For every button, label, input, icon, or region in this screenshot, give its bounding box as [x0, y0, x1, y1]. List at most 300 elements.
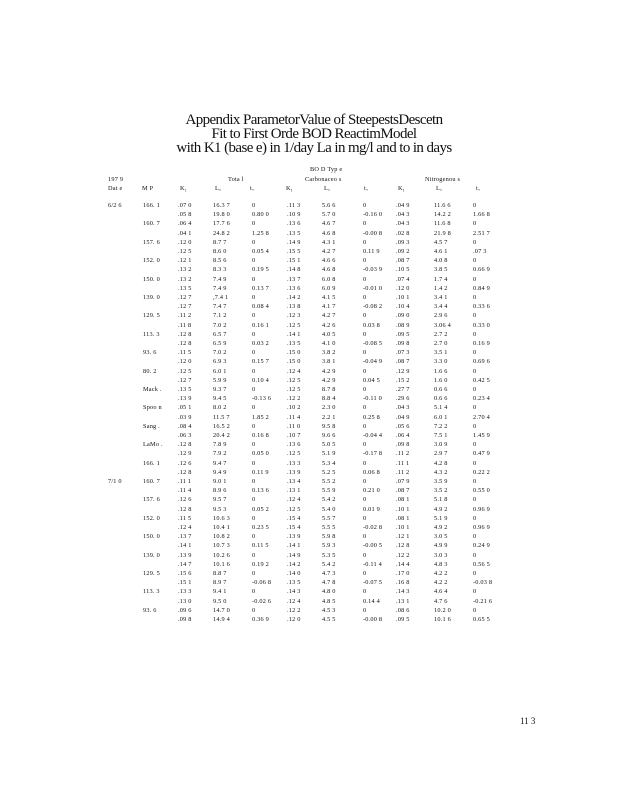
cell-to-total: 0 [252, 275, 256, 283]
cell-k1-nitro: .07 4 [396, 275, 410, 283]
cell-to-nitro: 0 [473, 459, 477, 467]
header-mp: M P [142, 185, 154, 192]
cell-la-carb: 4.5 3 [322, 606, 336, 614]
cell-to-nitro: 0 [473, 514, 477, 522]
cell-to-carb: -0.01 0 [363, 284, 383, 292]
cell-la-nitro: 4.6 1 [434, 248, 448, 255]
cell-to-total: 1.85 2 [252, 413, 269, 421]
cell-k1-carb: .14 3 [287, 588, 301, 596]
cell-to-total: 0.03 2 [252, 340, 269, 347]
cell-mp: 139. 0 [143, 551, 160, 559]
cell-k1-total: .03 9 [178, 413, 192, 421]
cell-to-nitro: 1.45 9 [473, 432, 490, 439]
cell-k1-nitro: .08 7 [396, 257, 410, 265]
cell-to-carb: 0 [363, 533, 367, 541]
cell-mp: Mack . [143, 386, 162, 393]
cell-mp: 150. 0 [143, 275, 160, 283]
cell-k1-total: .11 1 [178, 478, 192, 485]
cell-la-nitro: 1.7 4 [434, 275, 448, 283]
cell-to-total: 0 [252, 478, 256, 485]
cell-k1-total: .12 7 [178, 303, 192, 311]
cell-to-carb: 0.11 9 [363, 248, 380, 255]
cell-to-carb: 0.25 8 [363, 413, 380, 421]
cell-k1-total: .04 1 [178, 229, 192, 237]
cell-to-nitro: 0 [473, 588, 477, 596]
cell-la-total: 8.6 0 [213, 248, 227, 255]
cell-la-nitro: 1.4 2 [434, 284, 448, 292]
cell-to-carb: -0.16 0 [363, 211, 383, 219]
cell-to-total: 0 [252, 294, 256, 301]
cell-to-total: 0.19 2 [252, 560, 269, 568]
cell-la-nitro: 4.9 2 [434, 524, 448, 531]
cell-to-nitro: 0.42 5 [473, 376, 490, 384]
cell-k1-nitro: .27 7 [396, 386, 410, 393]
cell-to-total: 0.16 8 [252, 432, 269, 439]
cell-la-total: 8.7 7 [213, 238, 227, 246]
cell-k1-nitro: .09 8 [396, 340, 410, 347]
cell-to-nitro: 0 [473, 386, 477, 393]
cell-la-carb: 4.1 7 [322, 303, 336, 311]
cell-to-total: 0.36 9 [252, 616, 269, 623]
cell-la-total: 8.0 2 [213, 404, 227, 412]
cell-la-total: 19.8 0 [213, 211, 230, 219]
cell-la-total: 9.0 1 [213, 478, 227, 485]
cell-la-carb: 4.7 3 [322, 570, 336, 577]
cell-la-total: 16.5 2 [213, 422, 230, 430]
cell-to-total: 0 [252, 404, 256, 412]
cell-k1-total: .13 5 [178, 386, 192, 393]
cell-to-total: 0.15 7 [252, 358, 269, 366]
cell-k1-total: .12 8 [178, 468, 192, 476]
cell-to-nitro: 0.96 9 [473, 505, 490, 513]
cell-to-total: 0.23 5 [252, 524, 269, 531]
cell-la-carb: 6.0 9 [322, 284, 336, 292]
cell-la-nitro: 3.4 1 [434, 294, 448, 301]
cell-la-nitro: 4.9 9 [434, 542, 448, 550]
cell-la-total: 7.9 2 [213, 450, 227, 458]
cell-la-total: 9.5 0 [213, 597, 227, 605]
cell-k1-carb: .10 7 [287, 432, 301, 439]
cell-k1-total: .14 7 [178, 560, 192, 568]
cell-to-carb: -0.00 5 [363, 542, 383, 550]
cell-to-total: 0.05 2 [252, 505, 269, 513]
cell-mp: 160. 7 [143, 478, 160, 485]
cell-la-carb: 4.2 7 [322, 248, 336, 255]
cell-mp: LaMo . [143, 441, 163, 449]
cell-la-nitro: 4.9 2 [434, 505, 448, 513]
cell-la-carb: 3.8 1 [322, 358, 336, 366]
header-la-total: Lₐ [215, 185, 221, 192]
cell-la-nitro: 6.0 1 [434, 413, 448, 421]
cell-k1-carb: .12 4 [287, 496, 301, 504]
cell-to-carb: -0.04 4 [363, 432, 383, 439]
cell-to-carb: 0 [363, 312, 367, 320]
cell-la-nitro: 3.5 9 [434, 478, 448, 485]
header-k1-nitro: K₁ [398, 185, 406, 192]
cell-la-carb: 4.1 0 [322, 340, 336, 347]
cell-to-nitro: 0.96 9 [473, 524, 490, 531]
cell-k1-nitro: .09 5 [396, 616, 410, 623]
cell-la-total: 14.7 0 [213, 606, 230, 614]
cell-to-carb: -0.08 5 [363, 340, 383, 347]
cell-la-total: 8.9 7 [213, 579, 227, 587]
cell-to-nitro: 0.33 0 [473, 321, 490, 329]
cell-la-nitro: 7.5 1 [434, 432, 448, 439]
cell-la-nitro: 11.6 6 [434, 202, 451, 209]
page-number: 11 3 [520, 716, 536, 726]
cell-mp: Spoo n [143, 404, 162, 412]
cell-la-nitro: 21.9 8 [434, 229, 451, 237]
cell-k1-nitro: .11 1 [396, 459, 410, 467]
cell-la-total: 10.7 3 [213, 542, 230, 550]
cell-k1-nitro: .08 7 [396, 358, 410, 366]
cell-to-carb: 0.03 8 [363, 321, 380, 329]
cell-k1-total: .12 6 [178, 496, 192, 504]
cell-to-nitro: 0 [473, 496, 477, 504]
cell-to-carb: 0 [363, 294, 367, 301]
cell-to-nitro: 0.22 2 [473, 468, 490, 476]
cell-k1-carb: .13 5 [287, 340, 301, 347]
cell-la-total: 9.5 3 [213, 505, 227, 513]
cell-k1-carb: .12 5 [287, 376, 301, 384]
cell-mp: 113. 3 [143, 588, 160, 596]
cell-la-nitro: 0.6 6 [434, 386, 448, 393]
cell-la-carb: 9.5 8 [322, 422, 336, 430]
cell-k1-total: .12 8 [178, 505, 192, 513]
cell-la-carb: 8.7 8 [322, 386, 336, 393]
cell-la-carb: 2.2 1 [322, 413, 336, 421]
cell-to-carb: -0.11 4 [363, 560, 383, 568]
cell-k1-carb: .15 4 [287, 514, 301, 522]
cell-la-nitro: 5.1 8 [434, 496, 448, 504]
cell-k1-total: .05 1 [178, 404, 192, 412]
cell-to-nitro: 0 [473, 478, 477, 485]
cell-mp: 129. 5 [143, 312, 160, 320]
cell-k1-total: .12 4 [178, 524, 192, 531]
header-la-nitro: Lₐ [436, 185, 442, 192]
cell-k1-nitro: .14 4 [396, 560, 410, 568]
cell-to-nitro: 0.56 5 [473, 560, 490, 568]
cell-la-carb: 4.2 9 [322, 367, 336, 375]
cell-k1-total: .13 9 [178, 395, 192, 403]
cell-mp: 150. 0 [143, 533, 160, 541]
cell-to-carb: 0 [363, 606, 367, 614]
cell-la-total: 17.7 6 [213, 220, 230, 228]
cell-to-total: 0 [252, 349, 256, 357]
cell-to-nitro: 0 [473, 202, 477, 209]
cell-mp: Sang . [143, 422, 160, 430]
cell-k1-nitro: .15 2 [396, 376, 410, 384]
cell-la-carb: 4.8 0 [322, 588, 336, 596]
cell-la-nitro: 5.1 9 [434, 514, 448, 522]
cell-to-carb: 0.21 0 [363, 487, 380, 495]
cell-k1-carb: .14 0 [287, 570, 301, 577]
cell-k1-nitro: .16 8 [396, 579, 410, 587]
cell-k1-nitro: .12 9 [396, 367, 410, 375]
cell-k1-total: .15 6 [178, 570, 192, 577]
cell-k1-total: .09 8 [178, 616, 192, 623]
cell-k1-carb: .10 2 [287, 404, 301, 412]
cell-la-nitro: 2.7 2 [434, 330, 448, 338]
cell-la-nitro: 5.1 4 [434, 404, 448, 412]
cell-k1-nitro: .08 9 [396, 321, 410, 329]
cell-k1-total: .12 7 [178, 376, 192, 384]
cell-k1-total: .15 1 [178, 579, 192, 587]
cell-la-nitro: 3.0 3 [434, 551, 448, 559]
cell-to-total: 0.05 4 [252, 248, 269, 255]
cell-mp: 152. 0 [143, 514, 160, 522]
cell-to-nitro: -0.21 6 [473, 597, 493, 605]
cell-la-nitro: 3.8 5 [434, 266, 448, 274]
cell-to-total: 0.13 7 [252, 284, 269, 292]
cell-k1-carb: .12 5 [287, 450, 301, 458]
cell-to-carb: -0.03 9 [363, 266, 383, 274]
cell-k1-total: .12 8 [178, 330, 192, 338]
cell-k1-carb: .14 1 [287, 330, 301, 338]
cell-k1-nitro: .17 0 [396, 570, 410, 577]
cell-k1-total: .12 0 [178, 238, 192, 246]
cell-k1-nitro: .10 1 [396, 294, 410, 301]
cell-to-nitro: 0.23 4 [473, 395, 490, 403]
cell-k1-carb: .14 2 [287, 560, 301, 568]
cell-k1-nitro: .02 8 [396, 229, 410, 237]
cell-to-nitro: 0.65 5 [473, 616, 490, 623]
cell-la-carb: 5.7 0 [322, 211, 336, 219]
cell-to-carb: 0 [363, 404, 367, 412]
cell-to-carb: 0 [363, 441, 367, 449]
cell-k1-carb: .15 1 [287, 257, 301, 265]
cell-k1-nitro: .08 7 [396, 487, 410, 495]
date-group-label: 7/1 0 [108, 478, 122, 485]
cell-la-carb: 4.5 5 [322, 616, 336, 623]
cell-k1-nitro: .09 2 [396, 248, 410, 255]
cell-k1-total: .12 8 [178, 340, 192, 347]
cell-k1-carb: .12 0 [287, 616, 301, 623]
cell-la-nitro: 0.6 6 [434, 395, 448, 403]
cell-k1-total: .05 8 [178, 211, 192, 219]
cell-to-nitro: 1.66 8 [473, 211, 490, 219]
cell-k1-total: .13 3 [178, 588, 192, 596]
cell-la-nitro: 4.6 4 [434, 588, 448, 596]
cell-to-nitro: 0 [473, 404, 477, 412]
cell-k1-total: .13 0 [178, 597, 192, 605]
cell-to-nitro: 0 [473, 422, 477, 430]
cell-to-total: 0 [252, 533, 256, 541]
cell-la-carb: 2.3 0 [322, 404, 336, 412]
cell-la-carb: 9.6 6 [322, 432, 336, 439]
cell-to-carb: -0.00 8 [363, 229, 383, 237]
cell-la-total: 16.3 7 [213, 202, 230, 209]
cell-to-carb: -0.02 8 [363, 524, 383, 531]
cell-k1-total: .12 9 [178, 450, 192, 458]
cell-to-nitro: 0.55 0 [473, 487, 490, 495]
cell-la-total: 11.5 7 [213, 413, 230, 421]
cell-k1-nitro: .14 3 [396, 588, 410, 596]
cell-la-nitro: 4.2 2 [434, 579, 448, 587]
cell-to-nitro: 0.33 6 [473, 303, 490, 311]
cell-to-total: 0 [252, 551, 256, 559]
cell-k1-nitro: .09 3 [396, 238, 410, 246]
cell-la-nitro: 2.9 6 [434, 312, 448, 320]
cell-k1-carb: .15 5 [287, 248, 301, 255]
cell-to-total: 0 [252, 220, 256, 228]
cell-k1-carb: .12 5 [287, 321, 301, 329]
cell-k1-nitro: .04 9 [396, 413, 410, 421]
cell-la-total: ,7.4 1 [213, 294, 229, 301]
cell-k1-nitro: .10 1 [396, 524, 410, 531]
cell-to-nitro: 0 [473, 238, 477, 246]
header-date: Dat e [108, 185, 123, 192]
cell-la-carb: 5.4 0 [322, 505, 336, 513]
cell-to-carb: 0 [363, 220, 367, 228]
cell-la-total: 10.6 3 [213, 514, 230, 522]
cell-la-total: 7.4 7 [213, 303, 227, 311]
cell-la-total: 9.4 7 [213, 459, 227, 467]
cell-to-nitro: 0 [473, 330, 477, 338]
header-k1-total: K₁ [180, 185, 188, 192]
cell-la-nitro: 3.5 1 [434, 349, 448, 357]
cell-la-carb: 4.7 8 [322, 579, 336, 587]
cell-la-carb: 4.1 5 [322, 294, 336, 301]
cell-to-carb: -0.17 8 [363, 450, 383, 458]
cell-to-total: 0 [252, 238, 256, 246]
cell-k1-nitro: .13 1 [396, 597, 410, 605]
cell-to-carb: 0 [363, 459, 367, 467]
cell-to-total: 0.19 5 [252, 266, 269, 274]
cell-la-total: 9.4 5 [213, 395, 227, 403]
cell-k1-nitro: .08 1 [396, 496, 410, 504]
header-to-total: tₒ [250, 185, 254, 192]
header-total: Tota l [228, 176, 244, 183]
cell-la-total: 10.1 6 [213, 560, 230, 568]
cell-to-total: 0 [252, 367, 256, 375]
cell-to-nitro: 0.24 9 [473, 542, 490, 550]
cell-k1-carb: .13 6 [287, 284, 301, 292]
cell-mp: 166. 1 [143, 459, 160, 467]
cell-la-total: 7.0 2 [213, 349, 227, 357]
cell-k1-nitro: .29 6 [396, 395, 410, 403]
cell-k1-carb: .15 0 [287, 358, 301, 366]
cell-to-carb: 0 [363, 422, 367, 430]
header-year: 197 9 [108, 176, 124, 183]
cell-mp: 93. 6 [143, 606, 157, 614]
cell-k1-total: .12 6 [178, 459, 192, 467]
cell-la-total: 9.4 1 [213, 588, 227, 596]
cell-to-carb: 0 [363, 257, 367, 265]
cell-to-nitro: 0 [473, 349, 477, 357]
cell-la-carb: 4.8 5 [322, 597, 336, 605]
cell-k1-carb: .13 6 [287, 220, 301, 228]
cell-to-carb: -0.08 2 [363, 303, 383, 311]
cell-k1-nitro: .11 2 [396, 450, 410, 458]
header-nitrogenous: Nitrogenou s [425, 176, 461, 183]
cell-to-nitro: 0 [473, 570, 477, 577]
cell-k1-nitro: .04 3 [396, 404, 410, 412]
cell-la-carb: 5.5 2 [322, 478, 336, 485]
cell-la-carb: 4.0 5 [322, 330, 336, 338]
cell-to-total: 0.10 4 [252, 376, 269, 384]
cell-to-carb: -0.04 9 [363, 358, 383, 366]
cell-to-total: -0.13 6 [252, 395, 272, 403]
cell-to-total: 0 [252, 312, 256, 320]
cell-k1-nitro: .05 6 [396, 422, 410, 430]
cell-to-nitro: 0.66 9 [473, 266, 490, 274]
title-line-1: Appendix ParametorValue of SteepestsDescetn [185, 112, 443, 128]
header-la-carb: Lₐ [324, 185, 330, 192]
cell-to-total: 0 [252, 588, 256, 596]
cell-to-nitro: 0.69 6 [473, 358, 490, 366]
cell-la-carb: 5.3 5 [322, 551, 336, 559]
cell-la-carb: 5.4 2 [322, 560, 336, 568]
cell-la-carb: 4.2 9 [322, 376, 336, 384]
cell-la-total: 7.4 9 [213, 284, 227, 292]
cell-to-nitro: -0.03 8 [473, 579, 493, 587]
cell-la-total: 6.5 7 [213, 330, 227, 338]
cell-la-total: 7.4 9 [213, 275, 227, 283]
cell-mp: 139. 0 [143, 294, 160, 301]
cell-k1-nitro: .04 3 [396, 220, 410, 228]
cell-to-nitro: 0.16 9 [473, 340, 490, 347]
cell-la-nitro: 2.9 7 [434, 450, 448, 458]
cell-k1-nitro: .10 4 [396, 303, 410, 311]
title-line-3: with K1 (base e) in 1/day La in mg/l and to in days [176, 140, 452, 156]
cell-to-carb: -0.07 5 [363, 579, 383, 587]
cell-to-carb: 0 [363, 386, 367, 393]
cell-k1-nitro: .04 9 [396, 202, 410, 209]
cell-to-total: 0.80 0 [252, 211, 269, 219]
cell-la-carb: 5.3 4 [322, 459, 336, 467]
cell-k1-carb: .13 9 [287, 533, 301, 541]
cell-k1-carb: .12 4 [287, 597, 301, 605]
cell-to-nitro: 0 [473, 533, 477, 541]
cell-k1-total: .12 5 [178, 367, 192, 375]
cell-la-nitro: 7.2 2 [434, 422, 448, 430]
cell-la-total: 6.0 1 [213, 367, 227, 375]
cell-k1-nitro: .11 2 [396, 468, 410, 476]
cell-to-nitro: 2.70 4 [473, 413, 490, 421]
cell-la-carb: 4.6 7 [322, 220, 336, 228]
cell-la-carb: 8.8 4 [322, 395, 336, 403]
header-k1-carb: K₁ [286, 185, 294, 192]
cell-to-total: 0 [252, 422, 256, 430]
cell-to-total: 0 [252, 202, 256, 209]
cell-k1-carb: .13 7 [287, 275, 301, 283]
header-carbonaceous: Carbonaceo s [305, 176, 342, 183]
cell-k1-carb: .15 0 [287, 349, 301, 357]
cell-to-nitro: 0 [473, 294, 477, 301]
cell-la-total: 7.1 2 [213, 312, 227, 320]
cell-to-nitro: 0 [473, 551, 477, 559]
cell-k1-total: .08 4 [178, 422, 192, 430]
cell-k1-nitro: .06 4 [396, 432, 410, 439]
cell-la-total: 14.9 4 [213, 616, 230, 623]
cell-k1-carb: .14 9 [287, 551, 301, 559]
cell-la-total: 8.5 6 [213, 257, 227, 265]
cell-la-total: 6.9 3 [213, 358, 227, 366]
cell-to-nitro: 0 [473, 220, 477, 228]
cell-to-carb: 0 [363, 367, 367, 375]
cell-k1-nitro: .12 0 [396, 284, 410, 292]
cell-la-carb: 4.6 6 [322, 257, 336, 265]
cell-la-nitro: 3.0 9 [434, 441, 448, 449]
cell-la-total: 6.5 9 [213, 340, 227, 347]
cell-k1-carb: .14 1 [287, 542, 301, 550]
cell-la-total: 9.4 9 [213, 468, 227, 476]
cell-to-carb: 0.06 8 [363, 468, 380, 476]
cell-to-total: 0 [252, 257, 256, 265]
cell-k1-nitro: .12 8 [396, 542, 410, 550]
cell-la-nitro: 11.6 8 [434, 220, 451, 228]
